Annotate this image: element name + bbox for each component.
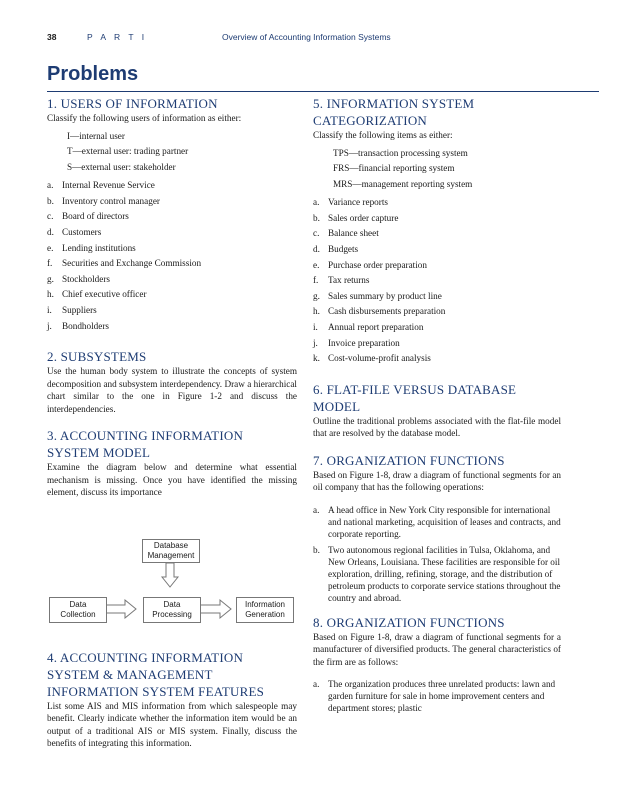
item-text: Variance reports [328,197,388,208]
problem-8 [313,614,561,715]
problem-3-body: Examine the diagram below and determine what essential mechanism is missing. Once you have identified the missing element, discuss its importance [47,462,297,498]
list-item [313,242,561,258]
title-rule [47,91,599,92]
right-arrow [105,600,136,618]
box-label: Generation [245,609,285,619]
item-text: Two autonomous regional facilities in Tulsa, Oklahoma, and New Orleans, Louisiana. These facilities are responsible for oil exploration, drilling, refining, storage, and the distribution of petroleum products to corporate service stations throughout the country and abroad. [328,544,561,603]
right-column [313,95,561,718]
item-letter: a. [47,180,54,191]
title-line: SYSTEM & MANAGEMENT [47,666,213,682]
item-letter: h. [47,289,54,300]
problem-5-title [313,95,561,129]
list-item [47,287,297,303]
item-text: A head office in New York City responsible for international and national marketing, acquisition of leases and contracts, and corporate reporting. [328,504,561,539]
list-item [313,289,561,305]
item-letter: f. [313,275,319,286]
problem-5-items [313,195,561,367]
item-letter: k. [313,353,320,364]
database-management-box [142,539,200,563]
problem-6 [313,381,561,440]
box-label: Management [147,550,195,560]
title-line: 3. ACCOUNTING INFORMATION [47,428,244,444]
section-title: Overview of Accounting Information Systems [222,32,391,42]
problem-5-codes [333,146,561,193]
item-letter: h. [313,306,320,317]
list-item [313,336,561,352]
problem-2-title: 2. SUBSYSTEMS [47,349,147,365]
code-item: S—external user: stakeholder [67,161,176,172]
item-letter: a. [313,197,320,208]
item-text: Sales order capture [328,212,399,223]
item-text: Purchase order preparation [328,259,427,270]
title-line: 6. FLAT-FILE VERSUS DATABASE [313,381,517,397]
down-arrow [162,563,178,587]
list-item [313,504,561,540]
information-generation-box [236,597,294,623]
item-text: Budgets [328,244,359,255]
title-line: 5. INFORMATION SYSTEM [313,96,475,111]
item-letter: j. [47,320,52,331]
box-label: Database [153,540,189,550]
problem-2 [47,348,297,415]
list-item [47,319,297,335]
item-text: Stockholders [62,273,110,284]
page-title: Problems [47,63,139,85]
code-item: MRS—management reporting system [333,178,473,189]
problem-1 [47,95,297,334]
problem-8-body: Based on Figure 1-8, draw a diagram of functional segments for a manufacturer of diversified products. The general characteristics of the firm are as follows: [313,631,561,667]
item-letter: d. [47,227,54,238]
problem-1-items [47,178,297,334]
item-text: The organization produces three unrelated products: lawn and garden furniture for sale in home improvement centers and department stores; plastic [328,679,556,714]
list-item [313,678,561,714]
item-letter: f. [47,258,53,269]
item-text: Chief executive officer [62,289,147,300]
title-line: 4. ACCOUNTING INFORMATION [47,649,244,665]
title-line: CATEGORIZATION [313,113,428,128]
item-letter: i. [47,305,52,316]
item-text: Board of directors [62,211,129,222]
problem-7-title: 7. ORGANIZATION FUNCTIONS [313,452,505,468]
ais-model-diagram [47,517,297,629]
list-item [313,304,561,320]
box-label: Data [69,599,87,609]
data-collection-box [49,597,107,623]
page-number: 38 [47,32,57,42]
problem-1-codes [67,129,297,176]
problem-6-body: Outline the traditional problems associated with the flat-file model that are resolved by the database model. [313,415,561,439]
item-text: Bondholders [62,320,109,331]
list-item [47,194,297,210]
item-letter: c. [47,211,54,222]
item-letter: d. [313,244,320,255]
item-letter: a. [313,679,320,690]
item-letter: c. [313,228,320,239]
box-label: Collection [60,609,96,619]
problem-1-intro: Classify the following users of information as either: [47,113,242,123]
code-item: TPS—transaction processing system [333,147,468,158]
right-arrow [200,600,231,618]
data-processing-box [143,597,201,623]
item-text: Cash disbursements preparation [328,306,446,317]
box-label: Information [244,599,286,609]
problem-8-items [313,678,561,714]
problem-5-intro: Classify the following items as either: [313,130,453,140]
running-header [47,32,599,46]
list-item [313,273,561,289]
problem-3 [47,427,297,629]
item-text: Customers [62,227,102,238]
item-letter: a. [313,504,320,515]
list-item [313,195,561,211]
item-text: Cost-volume-profit analysis [328,353,431,364]
list-item [313,544,561,604]
problem-6-title [313,381,561,415]
item-text: Securities and Exchange Commission [62,258,202,269]
problem-1-title: 1. USERS OF INFORMATION [47,96,218,111]
list-item [47,272,297,288]
box-label: Data [163,599,181,609]
item-letter: e. [313,259,320,270]
list-item [47,209,297,225]
problem-4-body: List some AIS and MIS information from which salespeople may benefit. Clearly indicate whether the information item would be an output of a traditional AIS or MIS system. Finally, discuss the benefits of integrating this information. [47,700,297,749]
part-label: P A R T I [87,32,148,42]
problem-7-items [313,504,561,604]
problem-5 [313,95,561,367]
title-line: INFORMATION SYSTEM FEATURES [47,683,265,699]
item-letter: b. [313,544,320,555]
problem-7 [313,452,561,604]
list-item [313,258,561,274]
problem-4-title [47,649,297,700]
left-column [47,95,297,750]
item-text: Sales summary by product line [328,290,442,301]
list-item [313,211,561,227]
title-line: SYSTEM MODEL [47,445,151,461]
item-text: Tax returns [328,275,370,286]
item-text: Invoice preparation [328,337,400,348]
item-text: Suppliers [62,305,97,316]
box-label: Processing [152,609,192,619]
problem-4 [47,649,297,750]
item-text: Annual report preparation [328,322,424,333]
problem-3-title [47,427,297,461]
list-item [313,320,561,336]
problem-7-body: Based on Figure 1-8, draw a diagram of functional segments for an oil company that has the following operations: [313,469,561,493]
item-letter: b. [47,195,54,206]
item-letter: i. [313,322,318,333]
list-item [47,241,297,257]
problem-2-body: Use the human body system to illustrate the concepts of system decomposition and subsystem interdependency. Draw a hierarchical chart similar to the one in Figure 1-2 and discuss the interdependencies. [47,366,297,414]
item-letter: e. [47,242,54,253]
item-text: Internal Revenue Service [62,180,155,191]
list-item [47,225,297,241]
list-item [47,178,297,194]
code-item: T—external user: trading partner [67,146,189,157]
item-letter: b. [313,212,320,223]
code-item: I—internal user [67,130,125,141]
list-item [47,256,297,272]
item-text: Inventory control manager [62,195,160,206]
item-letter: g. [47,273,54,284]
code-item: FRS—financial reporting system [333,163,455,174]
item-text: Balance sheet [328,228,379,239]
problem-8-title: 8. ORGANIZATION FUNCTIONS [313,614,505,630]
list-item [313,226,561,242]
list-item [313,351,561,367]
item-letter: g. [313,290,320,301]
item-letter: j. [313,337,318,348]
item-text: Lending institutions [62,242,136,253]
title-line: MODEL [313,398,361,414]
list-item [47,303,297,319]
